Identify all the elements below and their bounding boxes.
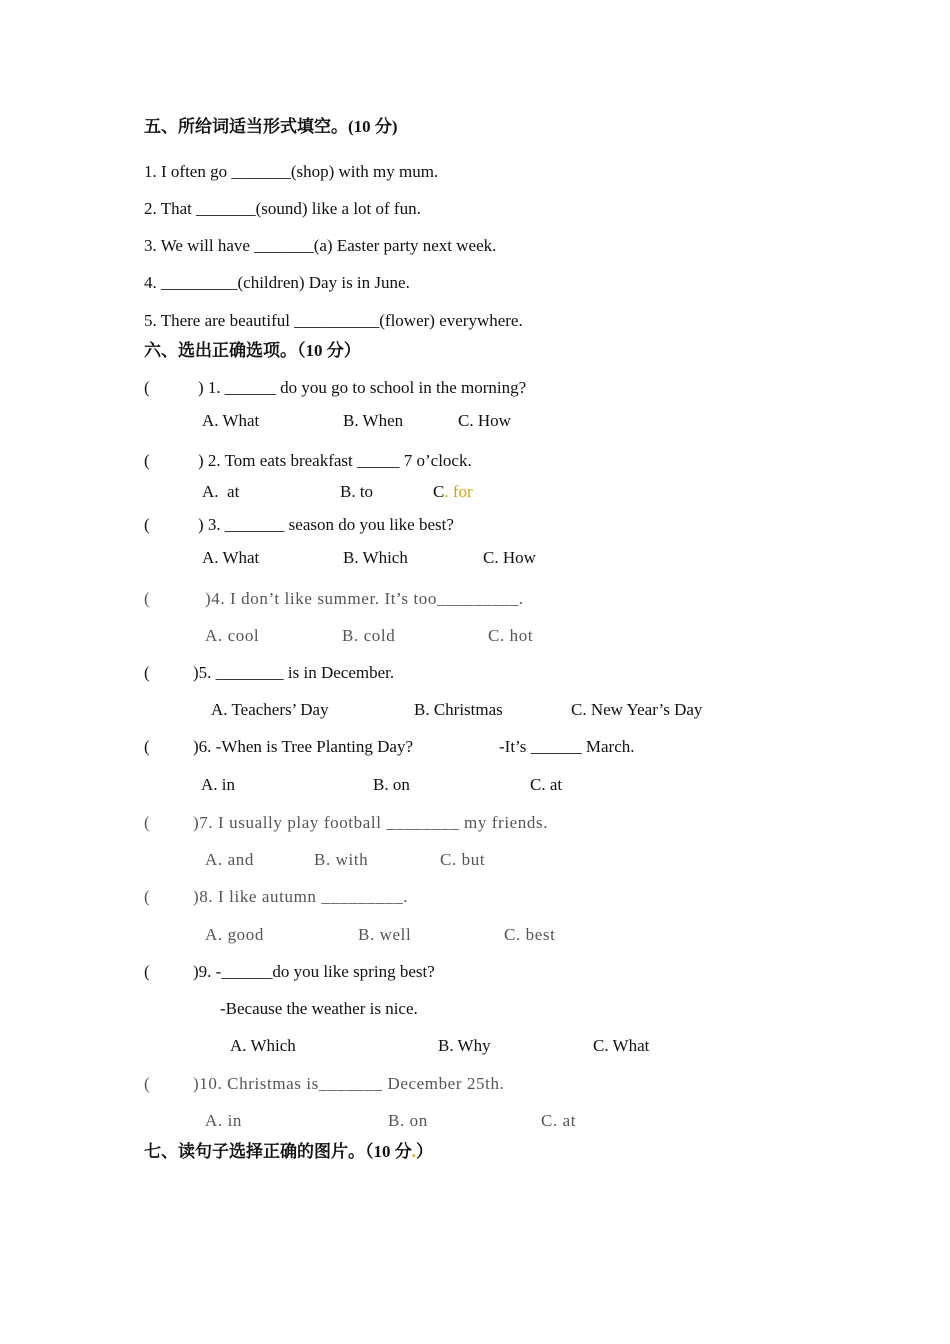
q4-option-a: A. cool — [205, 626, 260, 645]
section6-heading: 六、选出正确选项。（10 分） — [144, 341, 361, 360]
section7-mark: . — [411, 1142, 416, 1161]
q7-option-a: A. and — [205, 850, 254, 869]
q5-option-c: C. New Year’s Day — [571, 700, 703, 719]
q7-option-b: B. with — [314, 850, 369, 869]
s5-item-2: 2. That _______(sound) like a lot of fun. — [144, 199, 421, 218]
q4-option-b: B. cold — [342, 626, 396, 645]
q10-option-b: B. on — [388, 1111, 428, 1130]
q3-paren: ( — [144, 515, 150, 534]
q2-option-b: B. to — [340, 482, 374, 501]
q8-stem: )8. I like autumn _________. — [193, 887, 409, 906]
q6-paren: ( — [144, 737, 150, 756]
q1-option-b: B. When — [343, 411, 404, 430]
q8-paren: ( — [144, 887, 151, 906]
s5-item-1: 1. I often go _______(shop) with my mum. — [144, 162, 439, 181]
q6-stem-answer: -It’s ______ March. — [499, 737, 635, 756]
q9-stem: )9. -______do you like spring best? — [193, 962, 435, 981]
q5-option-a: A. Teachers’ Day — [211, 700, 329, 719]
q2-paren: ( — [144, 451, 150, 470]
q2-option-c — [433, 482, 473, 502]
q10-paren: ( — [144, 1074, 151, 1093]
q3-stem: ) 3. _______ season do you like best? — [198, 515, 454, 534]
q4-stem: )4. I don’t like summer. It’s too_________. — [205, 589, 524, 608]
section7-heading — [144, 1142, 433, 1162]
q9-option-b: B. Why — [438, 1036, 491, 1055]
q3-option-b: B. Which — [343, 548, 408, 567]
q9-paren: ( — [144, 962, 150, 981]
q2-option-c-mark: . for — [444, 482, 473, 501]
q4-paren: ( — [144, 589, 151, 608]
q9-stem-answer: -Because the weather is nice. — [220, 999, 418, 1018]
q10-option-c: C. at — [541, 1111, 577, 1130]
q1-option-c: C. How — [458, 411, 511, 430]
q5-option-b: B. Christmas — [414, 700, 503, 719]
q5-stem: )5. ________ is in December. — [193, 663, 395, 682]
q1-stem: ) 1. ______ do you go to school in the morning? — [198, 378, 527, 397]
section7-heading-text: 七、读句子选择正确的图片。（10 分 — [144, 1142, 412, 1161]
q2-stem: ) 2. Tom eats breakfast _____ 7 o’clock. — [198, 451, 472, 470]
q6-stem: )6. -When is Tree Planting Day? — [193, 737, 414, 756]
q3-option-a: A. What — [202, 548, 260, 567]
q7-paren: ( — [144, 813, 151, 832]
section7-heading-end: ） — [416, 1142, 433, 1161]
q3-option-c: C. How — [483, 548, 536, 567]
q10-option-a: A. in — [205, 1111, 242, 1130]
q8-option-c: C. best — [504, 925, 556, 944]
q2-option-c-letter: C — [433, 482, 445, 501]
s5-item-5: 5. There are beautiful __________(flower) everywhere. — [144, 311, 523, 330]
s5-item-3: 3. We will have _______(a) Easter party next week. — [144, 236, 497, 255]
q8-option-b: B. well — [358, 925, 412, 944]
q6-option-c: C. at — [530, 775, 563, 794]
q6-option-a: A. in — [201, 775, 235, 794]
q9-option-a: A. Which — [230, 1036, 296, 1055]
q6-option-b: B. on — [373, 775, 410, 794]
s5-item-4: 4. _________(children) Day is in June. — [144, 273, 410, 292]
section5-heading: 五、所给词适当形式填空。(10 分) — [144, 117, 398, 136]
q9-option-c: C. What — [593, 1036, 650, 1055]
q2-option-a: A. at — [202, 482, 240, 501]
q8-option-a: A. good — [205, 925, 264, 944]
q10-stem: )10. Christmas is_______ December 25th. — [193, 1074, 505, 1093]
q7-stem: )7. I usually play football ________ my friends. — [193, 813, 549, 832]
q1-paren: ( — [144, 378, 150, 397]
q1-option-a: A. What — [202, 411, 260, 430]
q7-option-c: C. but — [440, 850, 486, 869]
q4-option-c: C. hot — [488, 626, 534, 645]
q5-paren: ( — [144, 663, 150, 682]
